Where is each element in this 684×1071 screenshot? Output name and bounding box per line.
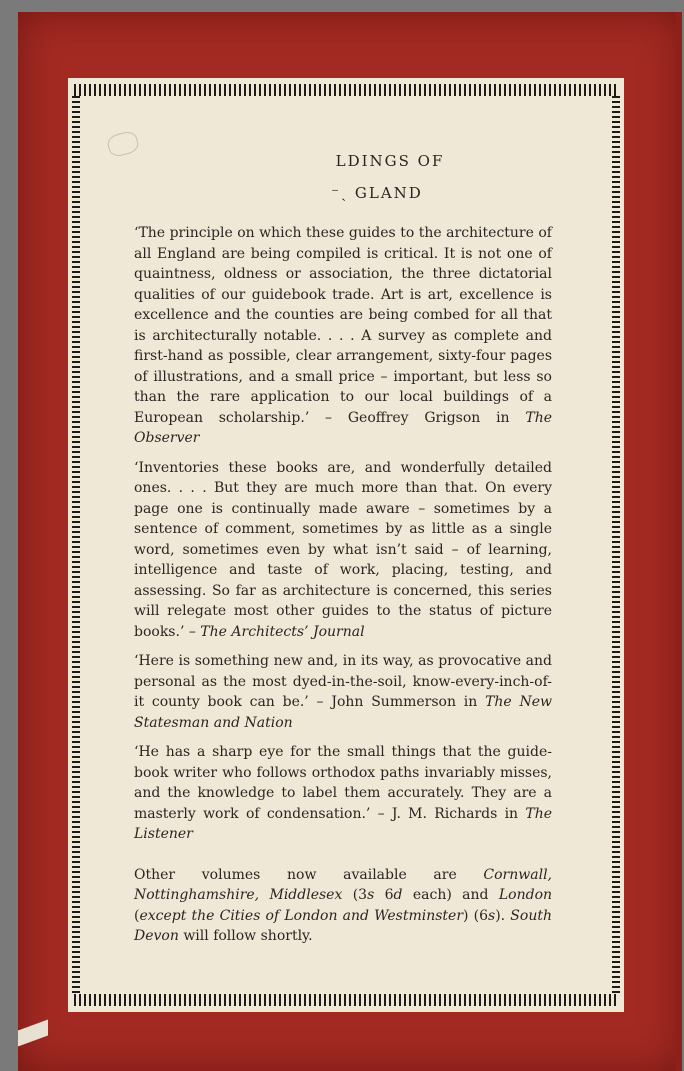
panel-border-bottom xyxy=(74,994,618,1006)
quote-observer xyxy=(134,223,552,449)
quote-text: Inventories these books are, and wonderfully detailed ones. . . . But they are much more than that. On every page one is continually made aware – sometimes by a sentence of comment, sometimes by as little as a single word, sometimes even by what isn’t said – of learning, intelligence and taste of work, placing, testing, and assessing. So far as architecture is concerned, this series will relegate most other guides to the status of picture books.’ – xyxy=(134,459,552,640)
quote-open-mark: ‘ xyxy=(134,744,139,760)
pence-mark: d xyxy=(393,887,403,903)
panel-border-top xyxy=(74,84,618,96)
other-volumes-text: each) and xyxy=(402,887,499,903)
book-back-cover xyxy=(18,12,682,1071)
other-volumes-text: Other volumes now available are xyxy=(134,866,484,883)
quote-source: The New Statesman and Nation xyxy=(134,694,553,731)
quote-attribution: Geoffrey Grigson in xyxy=(347,409,526,426)
volume-title-london: London xyxy=(498,887,553,903)
quote-listener xyxy=(134,742,552,845)
other-volumes-text: ( xyxy=(134,907,140,924)
series-title-line2 xyxy=(68,184,624,203)
other-volumes-text: will follow shortly. xyxy=(178,928,313,944)
quote-text: He has a sharp eye for the small things that the guide-book writer who follows orthodox paths invariably misses, and the knowledge to label them accurately. They are a masterly work of condensation.’ – J. M. Richards in xyxy=(134,744,552,822)
quote-source: The Listener xyxy=(134,805,552,842)
torn-letters: ⁻ˎ xyxy=(331,184,349,202)
cover-edge xyxy=(676,12,682,1071)
quote-open-mark: ‘ xyxy=(134,225,139,241)
quote-open-mark: ‘ xyxy=(134,459,139,476)
panel-border-left xyxy=(72,96,80,994)
series-title-line2-text: GLAND xyxy=(354,184,423,202)
cover-wear xyxy=(18,1020,48,1047)
quote-text: The principle on which these guides to the architecture of all England are being compiled is critical. It is not one of quaintness, oldness or association, the three dictatorial qualities of our guidebook trade. Art is art, excellence is excellence and the counties are being combed for all that is architecturally notable. . . . A survey as complete and first-hand as possible, clear arrangement, sixty-four pages of illustrations, and a small price – important, but less so than the rare application to our local buildings of a European scholarship.’ – xyxy=(134,225,552,426)
other-volumes-text: ). xyxy=(495,907,511,924)
price-text: ) (6 xyxy=(463,907,489,924)
price-text: 6 xyxy=(374,887,394,903)
panel-border-right xyxy=(612,96,620,994)
other-volumes xyxy=(134,865,552,947)
quote-text: Here is something new and, in its way, as provocative and personal as the most dyed-in-the-soil, know-every-inch-of-it county book can be.’ – John Summerson in xyxy=(134,653,552,710)
shilling-mark: s xyxy=(367,887,375,903)
price-text: (3 xyxy=(342,887,368,903)
quote-source: The Architects’ Journal xyxy=(200,623,365,640)
shilling-mark: s xyxy=(488,907,496,924)
series-title-line1: LDINGS OF xyxy=(335,152,445,170)
blurb-panel xyxy=(68,78,624,1012)
quote-source: The Observer xyxy=(134,409,552,446)
volume-note: except the Cities of London and Westminster xyxy=(139,907,464,924)
volume-titles: Cornwall, Nottinghamshire, Middlesex xyxy=(134,866,552,903)
review-quotes xyxy=(134,223,552,956)
quote-new-statesman xyxy=(134,651,552,733)
quote-open-mark: ‘ xyxy=(134,653,139,669)
quote-architects-journal xyxy=(134,458,552,643)
volume-title-south-devon: South Devon xyxy=(134,907,552,944)
